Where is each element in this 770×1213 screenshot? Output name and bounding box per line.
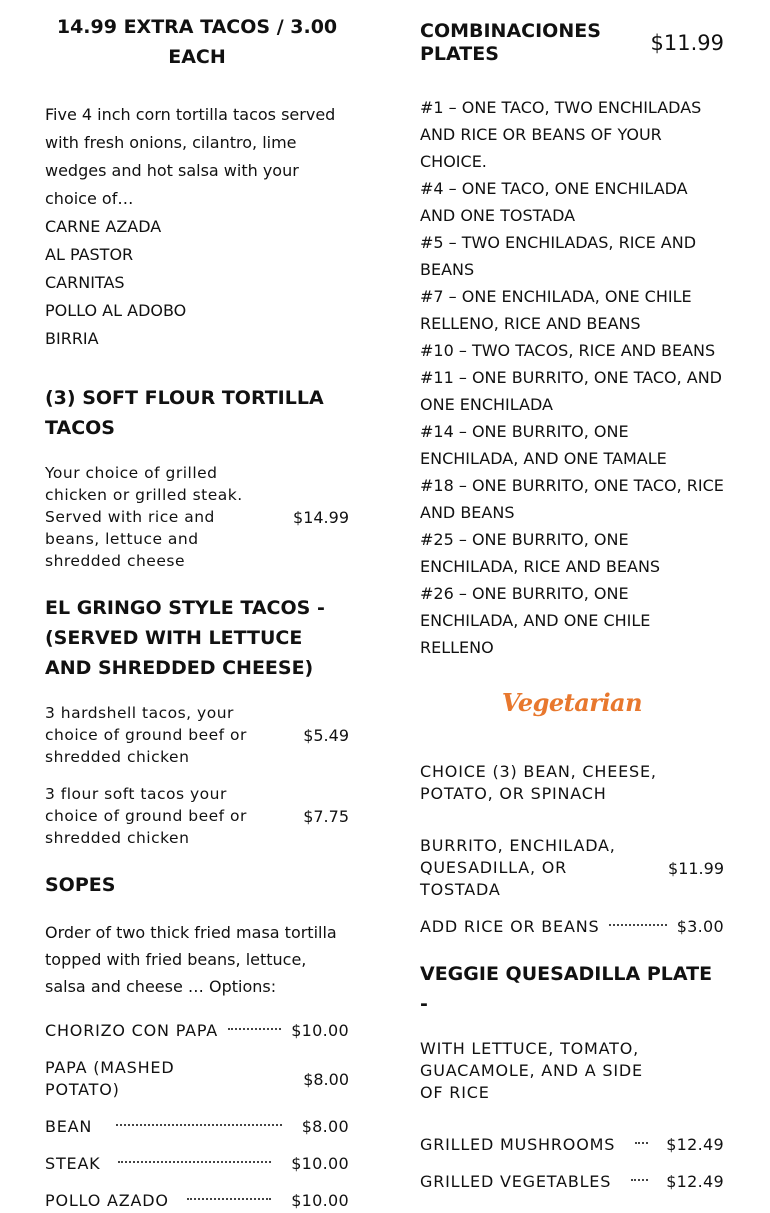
item-price: $14.99 — [293, 507, 349, 527]
leader-dots — [635, 1142, 648, 1144]
list-item: CARNE AZADA — [45, 217, 162, 236]
tacos-description: Five 4 inch corn tortilla tacos served with fresh onions, cilantro, lime wedges and hot salsa with your choice of… — [45, 105, 336, 208]
flour-tacos-heading: (3) SOFT FLOUR TORTILLA TACOS — [45, 387, 324, 439]
leader-dots — [118, 1161, 271, 1163]
item-price: $8.00 — [303, 1069, 349, 1089]
item-description: Your choice of grilled chicken or grilled steak. Served with rice and beans, lettuce and shredded cheese — [45, 464, 243, 570]
veggie-quesadilla-heading: VEGGIE QUESADILLA PLATE - — [420, 963, 713, 1015]
price-row — [45, 1116, 349, 1138]
menu-item — [45, 462, 349, 572]
menu-item — [420, 835, 724, 901]
leader-dots — [228, 1028, 281, 1030]
leader-dots — [187, 1198, 271, 1200]
item-description: 3 flour soft tacos your choice of ground beef or shredded chicken — [45, 785, 247, 847]
sopes-description: Order of two thick fried masa tortilla topped with fried beans, lettuce, salsa and cheese … Options: — [45, 923, 337, 996]
menu-item — [45, 1057, 349, 1101]
list-item: #7 – ONE ENCHILADA, ONE CHILE RELLENO, RICE AND BEANS — [420, 287, 692, 333]
price-row — [420, 1134, 724, 1156]
item-name: GRILLED MUSHROOMS — [420, 1135, 616, 1154]
item-description: BURRITO, ENCHILADA, QUESADILLA, OR TOSTADA — [420, 836, 616, 899]
list-item: #26 – ONE BURRITO, ONE ENCHILADA, AND ONE CHILE RELLENO — [420, 584, 651, 657]
list-item: #18 – ONE BURRITO, ONE TACO, RICE AND BEANS — [420, 476, 724, 522]
list-item: CARNITAS — [45, 273, 125, 292]
list-item: #25 – ONE BURRITO, ONE ENCHILADA, RICE AND BEANS — [420, 530, 661, 576]
menu-item — [45, 702, 349, 768]
item-price: $10.00 — [291, 1154, 349, 1173]
item-name: CHORIZO CON PAPA — [45, 1021, 219, 1040]
item-price: $10.00 — [291, 1191, 349, 1210]
leader-dots — [631, 1179, 648, 1181]
combo-title: COMBINACIONES PLATES — [420, 20, 601, 65]
item-name: ADD RICE OR BEANS — [420, 917, 600, 936]
item-price: $10.00 — [291, 1021, 349, 1040]
list-item: #5 – TWO ENCHILADAS, RICE AND BEANS — [420, 233, 697, 279]
menu-item — [45, 783, 349, 849]
list-item: #11 – ONE BURRITO, ONE TACO, AND ONE ENCHILADA — [420, 368, 722, 414]
price-row — [45, 1020, 349, 1042]
item-price: $12.49 — [666, 1172, 724, 1191]
item-price: $3.00 — [676, 917, 724, 936]
combo-list — [420, 94, 724, 661]
price-row — [45, 1153, 349, 1175]
gringo-tacos-heading: EL GRINGO STYLE TACOS - (SERVED WITH LETTUCE AND SHREDDED CHEESE) — [45, 597, 325, 679]
item-name: PAPA (MASHED POTATO) — [45, 1058, 175, 1099]
item-name: STEAK — [45, 1154, 101, 1173]
list-item: BIRRIA — [45, 329, 99, 348]
vegetarian-label: Vegetarian — [501, 688, 643, 717]
combo-price: $11.99 — [650, 31, 724, 55]
menu-item — [420, 1038, 724, 1104]
item-description: 3 hardshell tacos, your choice of ground beef or shredded chicken — [45, 704, 247, 766]
list-item: AL PASTOR — [45, 245, 134, 264]
list-item: POLLO AL ADOBO — [45, 301, 187, 320]
list-item: #10 – TWO TACOS, RICE AND BEANS — [420, 341, 716, 360]
item-price: $11.99 — [668, 858, 724, 878]
sopes-heading: SOPES — [45, 874, 116, 896]
item-name: BEAN — [45, 1117, 93, 1136]
item-description: WITH LETTUCE, TOMATO, GUACAMOLE, AND A SIDE OF RICE — [420, 1039, 643, 1102]
item-name: POLLO AZADO — [45, 1191, 169, 1210]
item-price: $5.49 — [303, 725, 349, 745]
tacos-heading: 14.99 EXTRA TACOS / 3.00 EACH — [56, 16, 338, 68]
price-row — [45, 1190, 349, 1212]
item-price: $8.00 — [301, 1117, 349, 1136]
taco-options-list — [45, 213, 349, 353]
price-row — [420, 916, 724, 938]
item-name: GRILLED VEGETABLES — [420, 1172, 612, 1191]
price-row — [420, 1171, 724, 1193]
combo-header — [420, 20, 724, 66]
list-item: #14 – ONE BURRITO, ONE ENCHILADA, AND ONE TAMALE — [420, 422, 667, 468]
list-item: #4 – ONE TACO, ONE ENCHILADA AND ONE TOSTADA — [420, 179, 688, 225]
item-price: $12.49 — [666, 1135, 724, 1154]
leader-dots — [609, 924, 666, 926]
menu-item — [420, 761, 724, 805]
list-item: #1 – ONE TACO, TWO ENCHILADAS AND RICE OR BEANS OF YOUR CHOICE. — [420, 98, 702, 171]
leader-dots — [116, 1124, 281, 1126]
item-description: CHOICE (3) BEAN, CHEESE, POTATO, OR SPINACH — [420, 762, 657, 803]
item-price: $7.75 — [303, 806, 349, 826]
